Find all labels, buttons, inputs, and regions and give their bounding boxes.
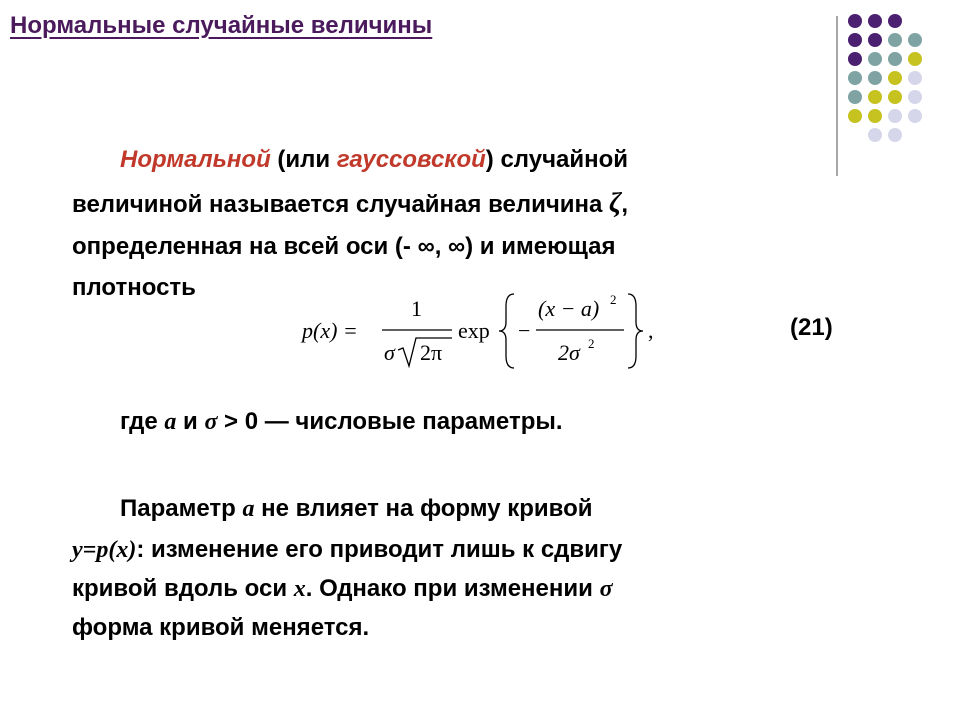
decor-dot	[888, 109, 902, 123]
decor-dot	[908, 90, 922, 104]
para3-line1	[120, 495, 593, 523]
decor-dot	[908, 33, 922, 47]
formula-den2-exp: 2	[588, 336, 595, 351]
param-a: a	[242, 496, 255, 522]
text: и	[176, 408, 205, 435]
decor-dot	[868, 109, 882, 123]
decor-dot	[908, 71, 922, 85]
text: Параметр	[120, 495, 243, 522]
text: величиной называется случайная величина	[72, 191, 610, 218]
text: (или	[270, 146, 337, 173]
para3-line4: форма кривой меняется.	[72, 614, 370, 641]
text: . Однако при изменении	[305, 575, 600, 602]
decor-dot	[848, 90, 862, 104]
left-brace	[499, 294, 514, 368]
axis-x: x	[293, 576, 306, 602]
density-formula	[296, 288, 676, 374]
decor-dot	[908, 109, 922, 123]
text: ,	[621, 191, 629, 218]
equation-number: (21)	[790, 314, 833, 341]
formula-exp: exp	[458, 318, 490, 343]
decor-dot	[848, 71, 862, 85]
decor-dot	[888, 128, 902, 142]
decor-dot	[868, 14, 882, 28]
formula-den2: 2σ	[558, 340, 580, 365]
text: кривой вдоль оси	[72, 575, 294, 602]
formula-den-sigma: σ	[384, 340, 395, 365]
text: где	[120, 408, 165, 435]
formula-num1: 1	[411, 296, 422, 321]
decor-dot	[868, 71, 882, 85]
para1-line2	[72, 188, 628, 220]
param-sigma: σ	[599, 576, 613, 602]
formula-den-root: 2π	[420, 340, 443, 365]
term-gauss: гауссовской	[336, 146, 486, 173]
decor-dot	[848, 52, 862, 66]
divider-line	[836, 16, 838, 176]
formula-num2: (x − a)	[538, 296, 600, 321]
decor-dot	[848, 33, 862, 47]
para3-line3	[72, 575, 613, 603]
term-normal: Нормальной	[120, 146, 271, 173]
param-a: a	[164, 409, 177, 435]
decor-dot	[868, 90, 882, 104]
formula-num2-exp: 2	[610, 292, 617, 307]
slide-title: Нормальные случайные величины	[10, 12, 433, 39]
text: > 0 — числовые параметры.	[217, 408, 563, 435]
formula-tail: ,	[648, 318, 654, 343]
formula-minus: −	[518, 318, 531, 343]
decor-dot	[868, 52, 882, 66]
decor-dot	[848, 109, 862, 123]
decor-dot	[888, 14, 902, 28]
decor-dot	[868, 128, 882, 142]
function-y: y=p(x)	[72, 537, 137, 563]
decor-dot	[888, 71, 902, 85]
decor-dot	[888, 52, 902, 66]
text: не влияет на форму кривой	[254, 495, 593, 522]
formula-lhs: p(x) =	[302, 318, 358, 343]
decor-dot	[908, 52, 922, 66]
para2	[120, 408, 563, 436]
param-sigma: σ	[204, 409, 218, 435]
decor-dot	[888, 90, 902, 104]
decor-dot	[868, 33, 882, 47]
zeta-symbol: ζ	[609, 188, 622, 219]
decor-dot	[888, 33, 902, 47]
text: : изменение его приводит лишь к сдвигу	[136, 536, 623, 563]
right-brace	[628, 294, 643, 368]
decor-dot	[848, 14, 862, 28]
text: ) случайной	[485, 146, 629, 173]
para3-line2	[72, 536, 622, 564]
para1-line4: плотность	[72, 274, 196, 301]
para1-line1	[120, 146, 628, 174]
para1-line3: определенная на всей оси (- ∞, ∞) и имеющая	[72, 233, 616, 260]
